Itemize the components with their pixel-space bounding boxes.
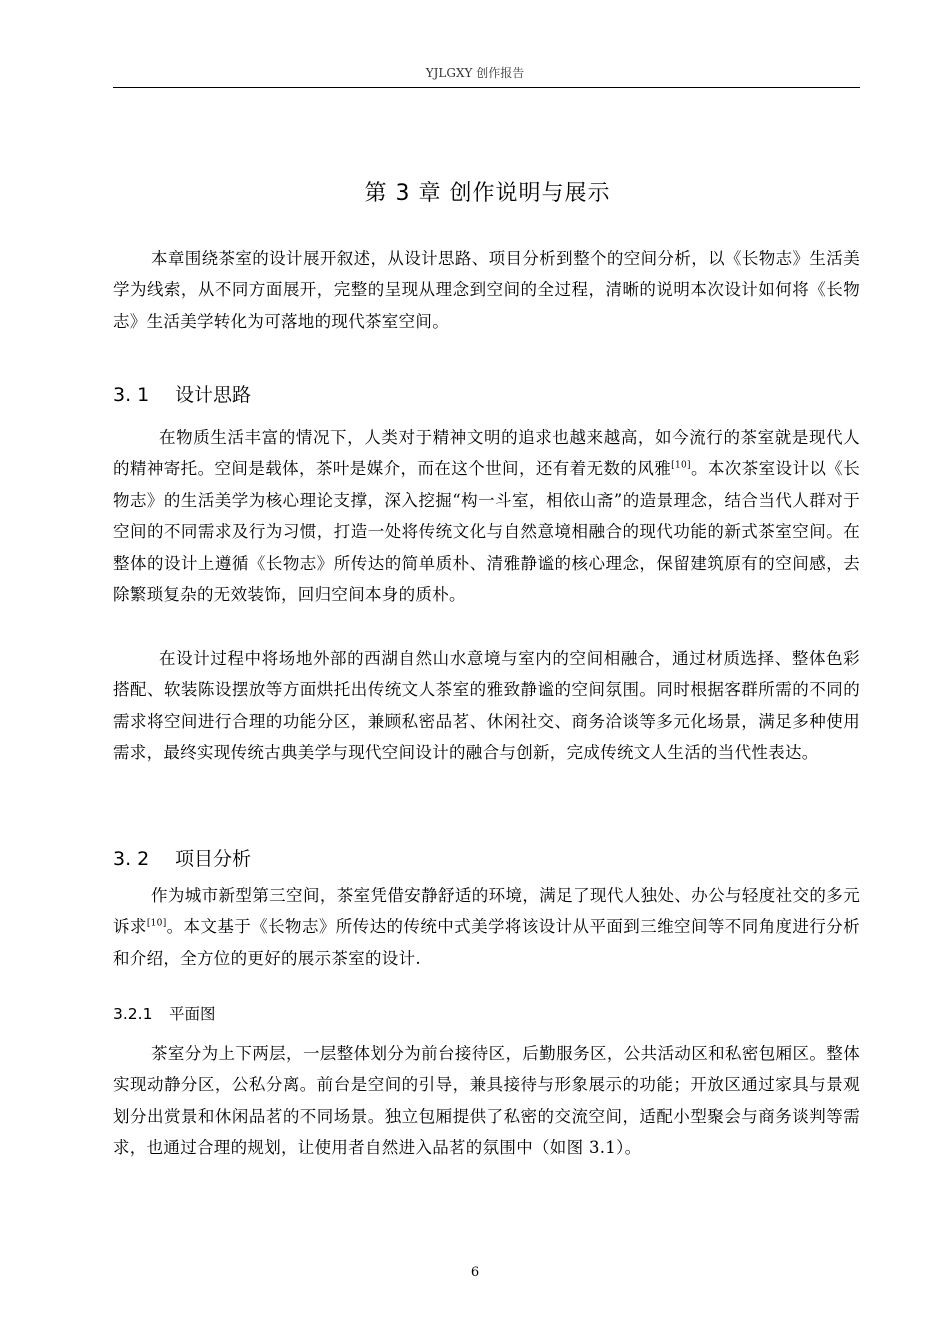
section-3-2-heading <box>113 844 251 871</box>
paragraph-text: 。本文基于《长物志》所传达的传统中式美学将该设计从平面到三维空间等不同角度进行分析和介绍，全方位的更好的展示茶室的设计. <box>113 917 860 968</box>
paragraph-text: 在物质生活丰富的情况下，人类对于精神文明的追求也越来越高，如今流行的茶室就是现代人的精神寄托。空间是载体，茶叶是媒介，而在这个世间，还有着无数的风雅 <box>113 428 860 479</box>
paragraph-text: 。本次茶室设计以《长物志》的生活美学为核心理论支撑，深入挖掘“构一斗室，相依山斋”的造景理念，结合当代人群对于空间的不同需求及行为习惯，打造一处将传统文化与自然意境相融合的现代功能的新式茶室空间。在整体的设计上遵循《长物志》所传达的简单质朴、清雅静谧的核心理念，保留建筑原有的空间感，去除繁琐复杂的无效装饰，回归空间本身的质朴。 <box>113 459 861 605</box>
citation: [10] <box>146 918 167 929</box>
chapter-intro-paragraph: 本章围绕茶室的设计展开叙述，从设计思路、项目分析到整个的空间分析，以《长物志》生活美学为线索，从不同方面展开，完整的呈现从理念到空间的全过程，清晰的说明本次设计如何将《长物志》生活美学转化为可落地的现代茶室空间。 <box>113 249 860 331</box>
section-3-1-heading <box>113 380 251 407</box>
section-number: 3.2.1 <box>113 1005 153 1023</box>
paragraph-text: 作为城市新型第三空间，茶室凭借安静舒适的环境，满足了现代人独处、办公与轻度社交的多元诉求 <box>113 886 860 937</box>
section-title: 平面图 <box>169 1005 216 1023</box>
section-number: 3. 1 <box>113 384 150 406</box>
section-3-2-1-paragraph-1: 茶室分为上下两层，一层整体划分为前台接待区，后勤服务区，公共活动区和私密包厢区。整体实现动静分区，公私分离。前台是空间的引导，兼具接待与形象展示的功能；开放区通过家具与景观划分出赏景和休闲品茗的不同场景。独立包厢提供了私密的交流空间，适配小型聚会与商务谈判等需求，也通过合理的规划，让使用者自然进入品茗的氛围中（如图 3.1）。 <box>113 1044 860 1158</box>
section-3-2-1-heading <box>113 1002 216 1024</box>
citation: [10] <box>671 460 691 471</box>
header-rule <box>113 87 860 88</box>
section-title: 项目分析 <box>175 848 252 870</box>
section-title: 设计思路 <box>175 384 252 406</box>
section-number: 3. 2 <box>113 848 150 870</box>
page-number: 6 <box>470 1265 480 1280</box>
section-3-1-paragraph-2: 在设计过程中将场地外部的西湖自然山水意境与室内的空间相融合，通过材质选择、整体色彩搭配、软装陈设摆放等方面烘托出传统文人茶室的雅致静谧的空间氛围。同时根据客群所需的不同的需求将空间进行合理的功能分区，兼顾私密品茗、休闲社交、商务洽谈等多元化场景，满足多种使用需求，最终实现传统古典美学与现代空间设计的融合与创新，完成传统文人生活的当代性表达。 <box>113 649 860 763</box>
section-3-2-paragraph-1 <box>113 880 860 974</box>
chapter-title: 第 3 章 创作说明与展示 <box>364 181 611 206</box>
running-header: YJLGXY 创作报告 <box>425 66 525 80</box>
section-3-1-paragraph-1 <box>113 422 860 610</box>
